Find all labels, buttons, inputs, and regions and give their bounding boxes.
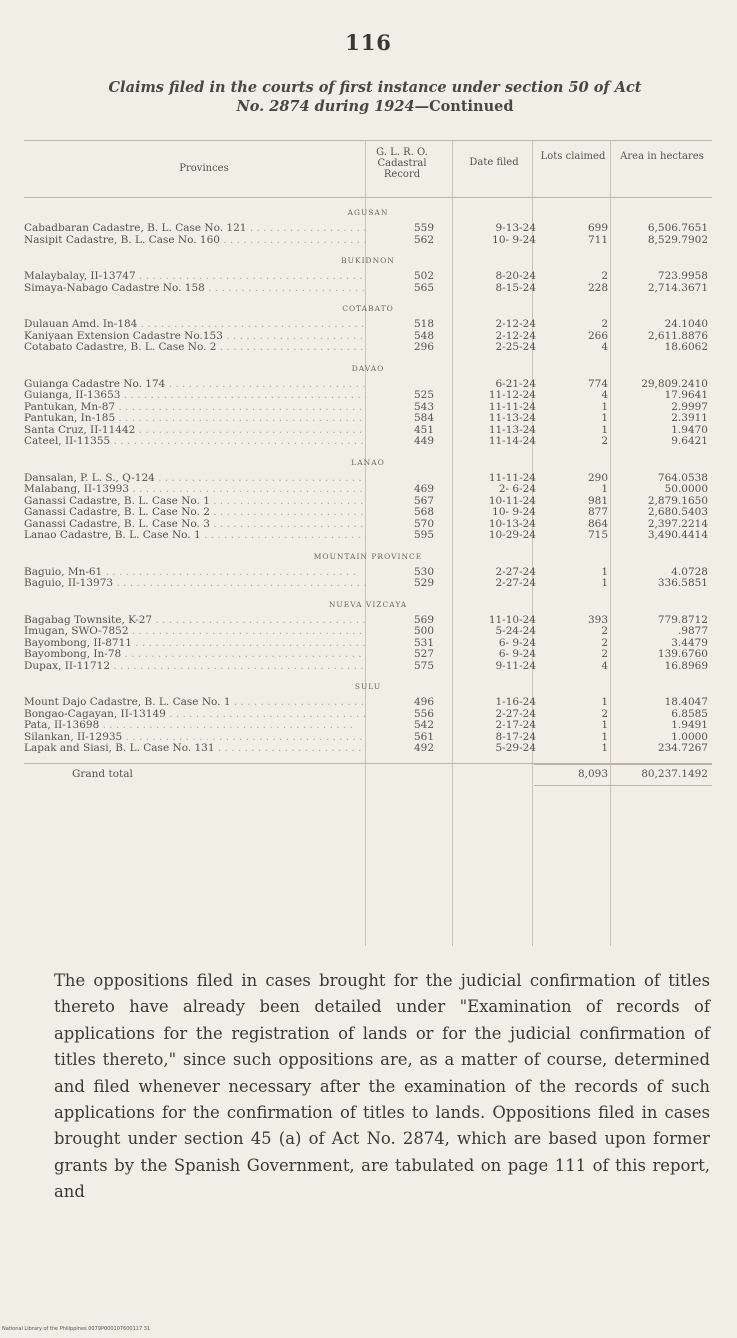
footer-note: National Library of the Philippines 0079P000107600117 31 [2, 1326, 151, 1332]
cell-province: Ganassi Cadastre, B. L. Case No. 2 . . . [24, 507, 366, 519]
cell-date: 2-17-24 [495, 719, 536, 731]
cell-lots: 1 [601, 483, 608, 495]
cell-lots: 393 [587, 613, 608, 626]
table-row [24, 235, 712, 247]
cell-date: 10-11-24 [488, 494, 536, 507]
table-row [24, 484, 712, 496]
table-row [24, 342, 712, 354]
cell-date: 11-12-24 [488, 389, 536, 401]
cell-lots: 1 [601, 730, 608, 743]
cell-glro: 584 [413, 412, 434, 424]
cell-province: Mount Dajo Cadastre, B. L. Case No. 1 . . . [24, 697, 366, 709]
table-row [24, 626, 712, 638]
section-heading: COTABATO [342, 304, 394, 313]
cell-date: 2-27-24 [495, 565, 536, 578]
cell-province: Silankan, II-12935 . . . [24, 732, 366, 744]
cell-lots: 877 [587, 506, 608, 518]
header-area: Area in hectares [620, 151, 704, 162]
cell-date: 10- 9-24 [492, 233, 536, 246]
cell-lots: 2 [601, 625, 608, 637]
table-row [24, 390, 712, 402]
cell-glro: 525 [413, 389, 434, 401]
cell-area: 2,611.8876 [647, 329, 708, 342]
cell-date: 11-11-24 [488, 400, 536, 413]
claims-table [24, 140, 712, 792]
cell-area: 9.6421 [671, 435, 708, 447]
header-lots: Lots claimed [540, 151, 606, 162]
cell-province: Lapak and Siasi, B. L. Case No. 131 . . . [24, 743, 366, 755]
cell-area: 2,680.5403 [647, 506, 708, 518]
cell-area: 2,397.2214 [647, 517, 708, 530]
caption-line-2-text: No. 2874 during 1924— [236, 98, 430, 115]
cell-date: 10- 9-24 [492, 506, 536, 518]
cell-glro: 570 [413, 517, 434, 530]
table-row [24, 743, 712, 755]
section-heading: SULU [354, 682, 382, 691]
cell-glro: 569 [413, 613, 434, 626]
cell-glro: 595 [413, 529, 434, 541]
table-row [24, 578, 712, 590]
cell-glro: 559 [413, 222, 434, 234]
section-heading: LANAO [351, 457, 385, 467]
cell-area: 18.4047 [664, 696, 708, 708]
table-body [24, 208, 712, 755]
section-heading: BUKIDNON [341, 256, 395, 265]
cell-lots: 266 [587, 329, 608, 342]
cell-area: 6,506.7651 [647, 222, 708, 234]
table-row [24, 402, 712, 414]
table-row [24, 697, 712, 709]
cell-lots: 1 [601, 565, 608, 578]
cell-lots: 1 [601, 400, 608, 413]
cell-province: Ganassi Cadastre, B. L. Case No. 1 . . . [24, 496, 366, 508]
cell-area: 4.0728 [671, 565, 708, 578]
cell-date: 8-17-24 [495, 730, 536, 743]
cell-date: 1-16-24 [495, 696, 536, 708]
cell-glro: 562 [413, 233, 434, 246]
cell-date: 10-29-24 [488, 529, 536, 541]
cell-lots: 2 [601, 707, 608, 720]
cell-area: 779.8712 [657, 613, 708, 626]
cell-date: 10-13-24 [488, 517, 536, 530]
cell-province: Bagabag Townsite, K-27 . . . [24, 615, 366, 627]
cell-lots: 2 [601, 636, 608, 649]
cell-date: 5-29-24 [495, 742, 536, 754]
table-row [24, 271, 712, 283]
cell-lots: 2 [601, 648, 608, 660]
cell-province: Baguio, Mn-61 . . . [24, 567, 366, 579]
cell-lots: 864 [587, 517, 608, 530]
cell-area: 1.9470 [671, 423, 708, 436]
table-row [24, 223, 712, 235]
grand-total-row [24, 763, 712, 792]
cell-province: Dupax, II-11712 . . . [24, 661, 366, 673]
cell-date: 11-13-24 [488, 412, 536, 424]
cell-glro: 496 [413, 696, 434, 708]
table-row [24, 425, 712, 437]
cell-glro: 543 [413, 400, 434, 413]
table-row [24, 507, 712, 519]
cell-province: Simaya-Nabago Cadastre No. 158 . . . [24, 283, 366, 295]
cell-area: 6.8585 [671, 707, 708, 720]
cell-lots: 4 [601, 659, 608, 672]
cell-glro: 451 [413, 423, 434, 436]
section-heading: DAVAO [351, 363, 385, 373]
cell-date: 2-25-24 [495, 341, 536, 353]
cell-province: Bayombong, In-78 . . . [24, 649, 366, 661]
cell-province: Malaybalay, II-13747 . . . [24, 271, 366, 283]
cell-date: 9-13-24 [495, 222, 536, 234]
cell-area: 336.5851 [657, 577, 708, 589]
cell-lots: 4 [601, 341, 608, 353]
header-date: Date filed [469, 157, 519, 168]
cell-area: 723.9958 [657, 270, 708, 282]
cell-lots: 981 [587, 494, 608, 507]
table-row [24, 720, 712, 732]
table-row [24, 661, 712, 673]
cell-date: 6- 9-24 [498, 648, 536, 660]
cell-province: Nasipit Cadastre, B. L. Case No. 160 . . . [24, 235, 366, 247]
cell-glro: 575 [413, 659, 434, 672]
cell-province: Lanao Cadastre, B. L. Case No. 1 . . . [24, 530, 366, 542]
table-header [24, 140, 712, 198]
cell-lots: 1 [601, 742, 608, 754]
cell-lots: 1 [601, 412, 608, 424]
cell-province: Cabadbaran Cadastre, B. L. Case No. 121 . . . [24, 223, 366, 235]
table-row [24, 649, 712, 661]
cell-province: Pantukan, In-185 . . . [24, 413, 366, 425]
cell-area: 3,490.4414 [647, 529, 708, 541]
table-row [24, 732, 712, 744]
cell-glro: 296 [413, 341, 434, 353]
grand-total-area: 80,237.1492 [641, 767, 708, 780]
cell-glro: 500 [413, 625, 434, 637]
cell-lots: 1 [601, 577, 608, 589]
cell-area: 29,809.2410 [641, 377, 708, 390]
cell-glro: 561 [413, 730, 434, 743]
cell-glro: 469 [413, 483, 434, 495]
cell-glro: 529 [413, 577, 434, 589]
cell-lots: 228 [587, 281, 608, 294]
cell-area: 1.0000 [671, 730, 708, 743]
cell-area: 8,529.7902 [647, 233, 708, 246]
cell-province: Dulauan Amd. In-184 . . . [24, 319, 366, 331]
cell-province: Santa Cruz, II-11442 . . . [24, 425, 366, 437]
cell-date: 5-24-24 [495, 625, 536, 637]
cell-lots: 2 [601, 318, 608, 330]
cell-area: 2,714.3671 [647, 281, 708, 294]
header-glro: G. L. R. O. Cadastral Record [376, 147, 428, 180]
table-row [24, 319, 712, 331]
cell-date: 6-21-24 [495, 377, 536, 390]
cell-province: Pantukan, Mn-87 . . . [24, 402, 366, 414]
section-heading: NUEVA VIZCAYA [328, 599, 408, 609]
cell-area: 17.9641 [664, 389, 708, 401]
cell-province: Bongao-Cagayan, II-13149 . . . [24, 709, 366, 721]
cell-glro: 530 [413, 565, 434, 578]
cell-date: 2-27-24 [495, 577, 536, 589]
cell-province: Guianga, II-13653 . . . [24, 390, 366, 402]
cell-area: 234.7267 [657, 742, 708, 754]
section-heading: AGUSAN [347, 208, 389, 217]
cell-glro: 556 [413, 707, 434, 720]
table-row [24, 473, 712, 485]
section-heading: MOUNTAIN PROVINCE [313, 551, 423, 561]
cell-glro: 565 [413, 281, 434, 294]
cell-lots: 1 [601, 719, 608, 731]
cell-date: 2-12-24 [495, 329, 536, 342]
cell-province: Pata, II-13698 . . . [24, 720, 366, 732]
cell-area: 24.1040 [664, 318, 708, 330]
cell-glro: 568 [413, 506, 434, 518]
cell-date: 11-10-24 [488, 613, 536, 626]
table-row [24, 436, 712, 448]
cell-area: 3.4479 [671, 636, 708, 649]
cell-date: 11-14-24 [488, 435, 536, 447]
cell-lots: 1 [601, 696, 608, 708]
caption-line-1: Claims filed in the courts of first instance under section 50 of Act [108, 79, 642, 96]
cell-date: 8-15-24 [495, 281, 536, 294]
cell-province: Kaniyaan Extension Cadastre No.153 . . . [24, 331, 366, 343]
cell-area: 16.8969 [664, 659, 708, 672]
table-row [24, 615, 712, 627]
table-row [24, 283, 712, 295]
cell-lots: 699 [587, 222, 608, 234]
cell-glro: 518 [413, 318, 434, 330]
cell-date: 2- 6-24 [498, 483, 536, 495]
cell-lots: 715 [587, 529, 608, 541]
cell-date: 2-27-24 [495, 707, 536, 720]
cell-area: 1.9491 [671, 719, 708, 731]
body-paragraph: The oppositions filed in cases brought for the judicial confirmation of titles thereto have already been detailed under "Examination of records of applications for the registration of lands or for the judicial confirmation of titles thereto," since such oppositions are, as a matter of course, determined and filed whenever necessary after the examination of the records of such applications for the confirmation of titles to lands. Oppositions filed in cases brought under section 45 (a) of Act No. 2874, which are based upon former grants by the Spanish Government, are tabulated on page 111 of this report, and [54, 971, 710, 1202]
cell-area: 18.6062 [664, 341, 708, 353]
cell-area: 2.9997 [671, 400, 708, 413]
cell-glro: 527 [413, 648, 434, 660]
cell-area: 2.3911 [671, 412, 708, 424]
cell-province: Malabang, II-13993 . . . [24, 484, 366, 496]
cell-glro: 567 [413, 494, 434, 507]
cell-area: 139.6760 [657, 648, 708, 660]
cell-glro: 502 [413, 270, 434, 282]
cell-glro: 548 [413, 329, 434, 342]
cell-province: Cateel, II-11355 . . . [24, 436, 366, 448]
cell-lots: 711 [587, 233, 608, 246]
cell-lots: 4 [601, 389, 608, 401]
cell-lots: 2 [601, 435, 608, 447]
table-row [24, 638, 712, 650]
cell-lots: 290 [587, 471, 608, 484]
table-row [24, 567, 712, 579]
cell-province: Bayombong, II-8711 . . . [24, 638, 366, 650]
cell-date: 6- 9-24 [498, 636, 536, 649]
cell-area: 50.0000 [664, 483, 708, 495]
cell-province: Dansalan, P. L. S., Q-124 . . . [24, 473, 366, 485]
cell-date: 2-12-24 [495, 318, 536, 330]
table-row [24, 379, 712, 391]
cell-province: Cotabato Cadastre, B. L. Case No. 2 . . . [24, 342, 366, 354]
cell-glro: 449 [413, 435, 434, 447]
cell-area: .9877 [677, 625, 708, 637]
caption-line-2 [50, 97, 700, 116]
table-row [24, 496, 712, 508]
table-caption [50, 78, 700, 116]
cell-date: 9-11-24 [495, 659, 536, 672]
cell-date: 11-13-24 [488, 423, 536, 436]
cell-area: 764.0538 [657, 471, 708, 484]
table-row [24, 709, 712, 721]
cell-glro: 531 [413, 636, 434, 649]
cell-province: Guianga Cadastre No. 174 . . . [24, 379, 366, 391]
cell-lots: 1 [601, 423, 608, 436]
cell-area: 2,879.1650 [647, 494, 708, 507]
grand-total-lots: 8,093 [577, 767, 608, 780]
cell-date: 8-20-24 [495, 270, 536, 282]
cell-glro: 542 [413, 719, 434, 731]
table-row [24, 331, 712, 343]
cell-province: Ganassi Cadastre, B. L. Case No. 3 . . . [24, 519, 366, 531]
header-province: Provinces [179, 163, 229, 174]
grand-total-label: Grand total [72, 767, 133, 780]
cell-province: Baguio, II-13973 . . . [24, 578, 366, 590]
cell-lots: 2 [601, 270, 608, 282]
cell-date: 11-11-24 [488, 471, 536, 484]
cell-province: Imugan, SWO-7852 . . . [24, 626, 366, 638]
table-row [24, 530, 712, 542]
page-number: 116 [345, 30, 392, 55]
caption-continued: Continued [429, 98, 514, 115]
table-row [24, 519, 712, 531]
cell-glro: 492 [413, 742, 434, 754]
table-row [24, 413, 712, 425]
cell-lots: 774 [587, 377, 608, 390]
